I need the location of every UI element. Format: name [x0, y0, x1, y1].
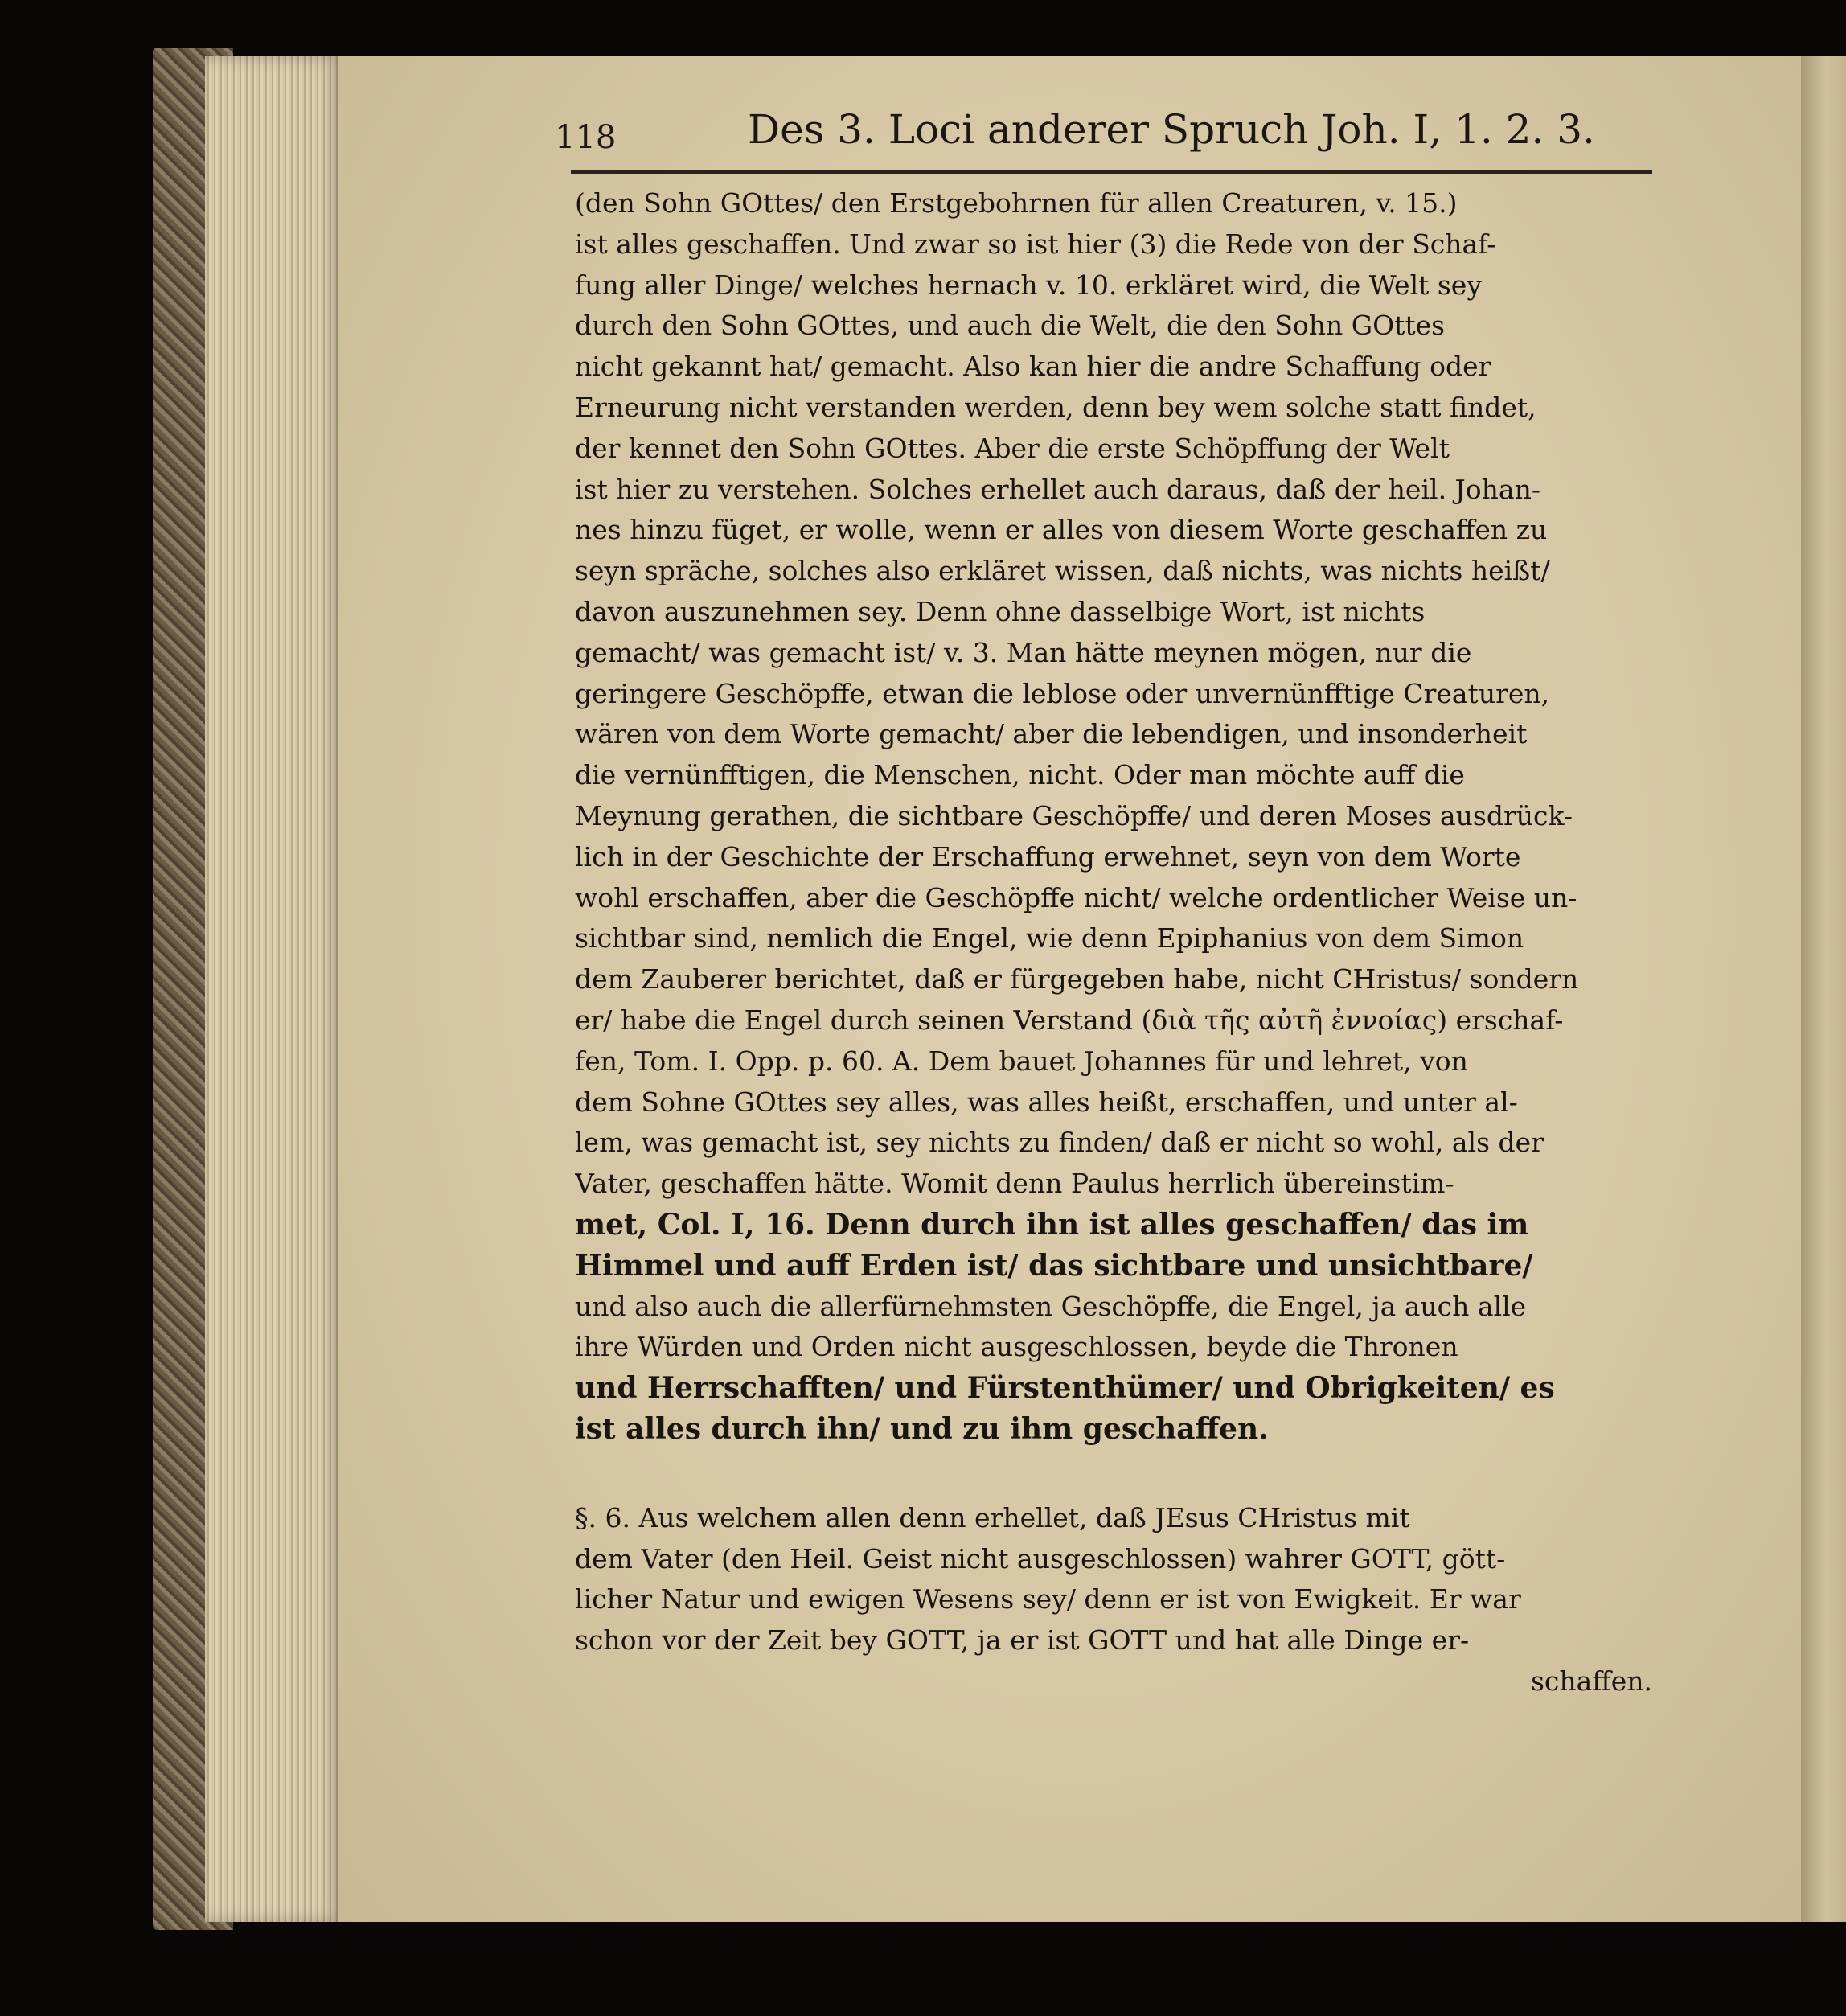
text-line: und also auch die allerfürnehmsten Geschöpffe, die Engel, ja auch alle	[575, 1290, 1527, 1322]
section-line: licher Natur und ewigen Wesens sey/ denn er ist von Ewigkeit. Er war	[575, 1583, 1521, 1616]
section-line: schaffen.	[1530, 1665, 1652, 1697]
text-line-emphasis: und Herrschafften/ und Fürstenthümer/ und Obrigkeiten/ es	[575, 1371, 1555, 1406]
text-line: der kennet den Sohn GOttes. Aber die erste Schöpffung der Welt	[575, 432, 1450, 464]
section-line: §. 6. Aus welchem allen denn erhellet, daß JEsus CHristus mit	[575, 1501, 1410, 1534]
text-line: dem Zauberer berichtet, daß er fürgegeben habe, nicht CHristus/ sondern	[575, 963, 1579, 996]
text-line: ihre Würden und Orden nicht ausgeschlossen, beyde die Thronen	[575, 1331, 1458, 1363]
text-line: Vater, geschaffen hätte. Womit denn Paulus herrlich übereinstim-	[575, 1168, 1454, 1200]
text-line-emphasis: ist alles durch ihn/ und zu ihm geschaffen.	[575, 1411, 1269, 1446]
text-line: lem, was gemacht ist, sey nichts zu finden/ daß er nicht so wohl, als der	[575, 1127, 1544, 1159]
text-line-emphasis: met, Col. I, 16. Denn durch ihn ist alles geschaffen/ das im	[575, 1207, 1529, 1242]
text-line: Meynung gerathen, die sichtbare Geschöpffe/ und deren Moses ausdrück-	[575, 799, 1573, 831]
text-line: seyn spräche, solches also erkläret wissen, daß nichts, was nichts heißt/	[575, 555, 1550, 587]
text-line: sichtbar sind, nemlich die Engel, wie denn Epiphanius von dem Simon	[575, 922, 1524, 955]
section-line: schon vor der Zeit bey GOTT, ja er ist GOTT und hat alle Dinge er-	[575, 1624, 1470, 1657]
text-line: geringere Geschöpffe, etwan die leblose oder unvernünfftige Creaturen,	[575, 677, 1550, 709]
running-title: Des 3. Loci anderer Spruch Joh. I, 1. 2. 3.	[748, 106, 1595, 153]
text-line-emphasis: Himmel und auff Erden ist/ das sichtbare und unsichtbare/	[575, 1248, 1533, 1283]
text-line: lich in der Geschichte der Erschaffung erwehnet, seyn von dem Worte	[575, 840, 1521, 873]
paragraph-gap	[575, 1450, 1652, 1498]
text-line: nes hinzu füget, er wolle, wenn er alles von diesem Worte geschaffen zu	[575, 514, 1548, 546]
text-line: dem Sohne GOttes sey alles, was alles heißt, erschaffen, und unter al-	[575, 1086, 1518, 1118]
header-rule	[571, 170, 1652, 174]
text-line: gemacht/ was gemacht ist/ v. 3. Man hätte meynen mögen, nur die	[575, 636, 1472, 668]
page-header	[555, 106, 1656, 170]
text-line: davon auszunehmen sey. Denn ohne dasselbige Wort, ist nichts	[575, 595, 1426, 627]
text-line: ist hier zu verstehen. Solches erhellet auch daraus, daß der heil. Johan-	[575, 473, 1540, 505]
text-line: fung aller Dinge/ welches hernach v. 10. erkläret wird, die Welt sey	[575, 269, 1482, 301]
page-stack-edge	[205, 56, 342, 1922]
text-line: fen, Tom. I. Opp. p. 60. A. Dem bauet Johannes für und lehret, von	[575, 1045, 1468, 1077]
text-line: ist alles geschaffen. Und zwar so ist hier (3) die Rede von der Schaf-	[575, 228, 1496, 260]
text-line: nicht gekannt hat/ gemacht. Also kan hier die andre Schaffung oder	[575, 351, 1491, 383]
text-line: die vernünfftigen, die Menschen, nicht. Oder man möchte auff die	[575, 759, 1465, 791]
text-line: er/ habe die Engel durch seinen Verstand (διὰ τῆς αὐτῆ ἐννοίας) erschaf-	[575, 1004, 1564, 1036]
text-line: (den Sohn GOttes/ den Erstgebohrnen für allen Creaturen, v. 15.)	[575, 187, 1458, 219]
text-line: wären von dem Worte gemacht/ aber die lebendigen, und insonderheit	[575, 718, 1528, 750]
page-number: 118	[555, 119, 617, 156]
section-line: dem Vater (den Heil. Geist nicht ausgeschlossen) wahrer GOTT, gött-	[575, 1542, 1506, 1575]
text-line: durch den Sohn GOttes, und auch die Welt, die den Sohn GOttes	[575, 310, 1446, 342]
page-body	[575, 183, 1652, 1702]
facing-page-edge	[1801, 56, 1846, 1922]
text-line: wohl erschaffen, aber die Geschöpffe nicht/ welche ordentlicher Weise un-	[575, 881, 1577, 914]
text-line: Erneurung nicht verstanden werden, denn bey wem solche statt findet,	[575, 391, 1536, 423]
